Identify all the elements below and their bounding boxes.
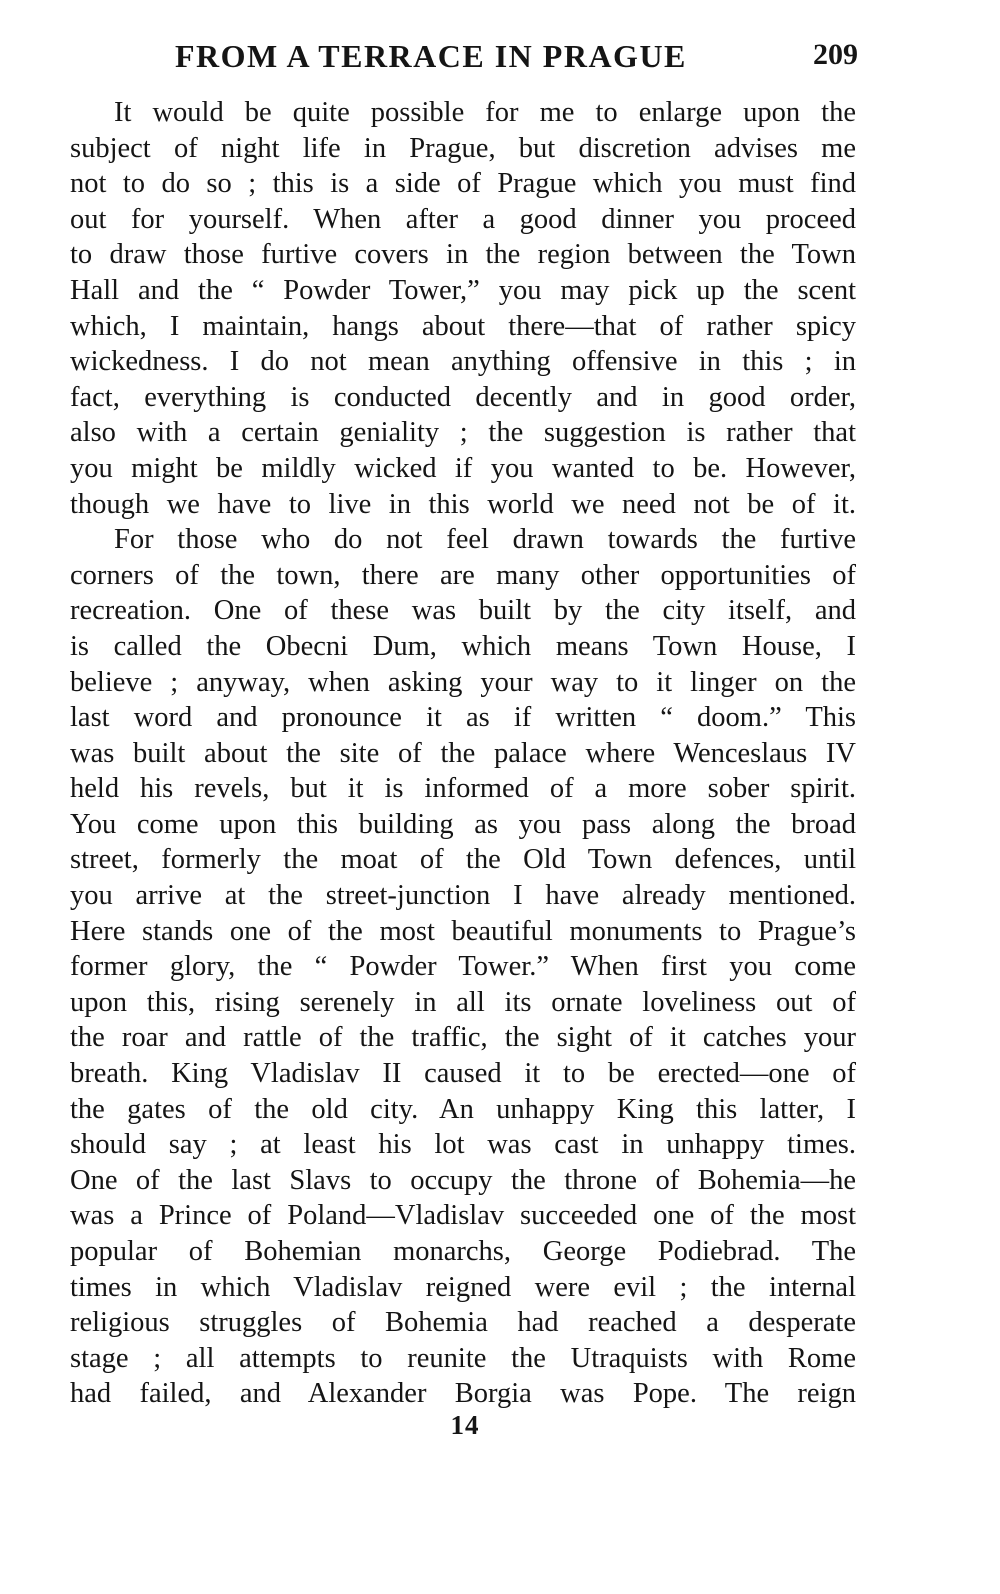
text-line: though we have to live in this world we need not be of it. <box>70 488 856 520</box>
text-line: had failed, and Alexander Borgia was Pope. The reign <box>70 1378 856 1410</box>
text-line: times in which Vladislav reigned were evil ; the internal <box>70 1271 856 1303</box>
text-line: former glory, the “ Powder Tower.” When first you come <box>70 951 856 983</box>
text-line: you might be mildly wicked if you wanted to be. However, <box>70 452 856 484</box>
text-line: corners of the town, there are many other opportunities of <box>70 559 856 591</box>
page-number: 209 <box>813 38 858 71</box>
text-line: street, formerly the moat of the Old Town defences, until <box>70 844 856 876</box>
text-line: fact, everything is conducted decently and in good order, <box>70 381 856 413</box>
text-line: popular of Bohemian monarchs, George Podiebrad. The <box>70 1236 856 1267</box>
text-line: out for yourself. When after a good dinner you proceed <box>70 203 856 235</box>
text-line: wickedness. I do not mean anything offensive in this ; in <box>70 346 856 378</box>
text-line: held his revels, but it is informed of a more sober spirit. <box>70 773 856 805</box>
text-line: was built about the site of the palace where Wenceslaus IV <box>70 737 856 769</box>
text-line: the roar and rattle of the traffic, the sight of it catches your <box>70 1022 856 1054</box>
signature-mark: 14 <box>450 1410 480 1440</box>
text-line: One of the last Slavs to occupy the throne of Bohemia—he <box>70 1164 856 1196</box>
text-line: stage ; all attempts to reunite the Utraquists with Rome <box>70 1342 856 1374</box>
text-line: It would be quite possible for me to enlarge upon the <box>114 97 856 128</box>
text-line: You come upon this building as you pass along the broad <box>70 808 856 840</box>
text-line: also with a certain geniality ; the suggestion is rather that <box>70 417 856 449</box>
text-line: subject of night life in Prague, but discretion advises me <box>70 132 856 164</box>
text-line: Here stands one of the most beautiful monuments to Prague’s <box>70 915 856 947</box>
text-line: was a Prince of Poland—Vladislav succeeded one of the most <box>70 1200 856 1232</box>
text-line: not to do so ; this is a side of Prague which you must find <box>70 168 856 200</box>
text-line: the gates of the old city. An unhappy King this latter, I <box>70 1093 856 1125</box>
text-line: is called the Obecni Dum, which means Town House, I <box>70 630 856 662</box>
text-line: recreation. One of these was built by the city itself, and <box>70 595 856 627</box>
text-line: religious struggles of Bohemia had reached a desperate <box>70 1307 856 1339</box>
text-line: upon this, rising serenely in all its ornate loveliness out of <box>70 986 856 1018</box>
text-line: breath. King Vladislav II caused it to be erected—one of <box>70 1058 856 1090</box>
running-title: FROM A TERRACE IN PRAGUE <box>175 38 687 74</box>
text-line: which, I maintain, hangs about there—that of rather spicy <box>70 310 856 342</box>
text-line: For those who do not feel drawn towards the furtive <box>114 524 856 556</box>
running-head <box>70 38 858 88</box>
text-line: should say ; at least his lot was cast in unhappy times. <box>70 1129 856 1161</box>
text-line: believe ; anyway, when asking your way to it linger on the <box>70 666 856 698</box>
text-line: you arrive at the street-junction I have already mentioned. <box>70 880 856 912</box>
text-line: last word and pronounce it as if written “ doom.” This <box>70 702 856 734</box>
text-line: Hall and the “ Powder Tower,” you may pick up the scent <box>70 274 856 306</box>
text-line: to draw those furtive covers in the region between the Town <box>70 239 856 271</box>
body-text <box>70 95 856 1412</box>
